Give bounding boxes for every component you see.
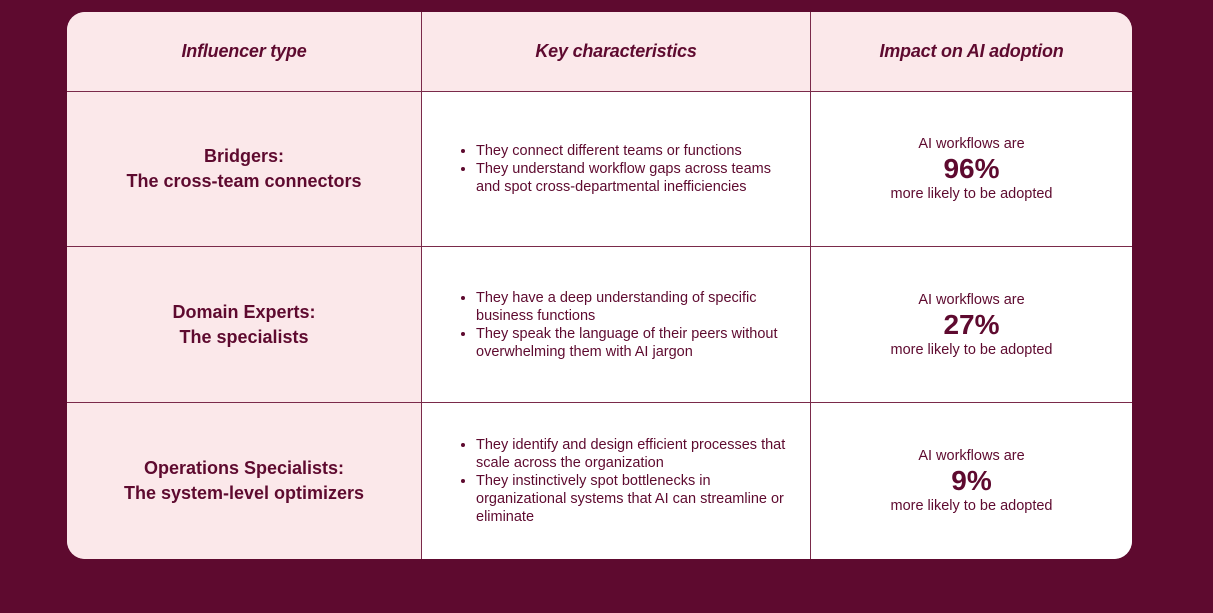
impact-suffix: more likely to be adopted (890, 186, 1053, 202)
characteristic-item: • They speak the language of their peers without overwhelming them with AI jargon (476, 325, 790, 361)
influencer-name: Domain Experts: (172, 301, 316, 322)
characteristic-item: • They connect different teams or functions (476, 142, 790, 160)
characteristics-list (454, 436, 790, 526)
characteristic-item: • They instinctively spot bottlenecks in organizational systems that AI can streamline or eliminate (476, 472, 790, 526)
impact-percentage: 9% (951, 465, 992, 496)
influencer-table-card (67, 12, 1132, 559)
impact-prefix: AI workflows are (918, 291, 1025, 308)
row-2-impact (811, 247, 1132, 403)
row-3-impact (811, 403, 1132, 559)
row-1-influencer-type (67, 92, 422, 247)
row-1-impact (811, 92, 1132, 247)
characteristics-list (454, 289, 790, 361)
header-influencer-type (67, 12, 422, 92)
characteristics-list (454, 142, 790, 196)
influencer-description: The cross-team connectors (126, 171, 362, 191)
influencer-name: Operations Specialists: (143, 458, 345, 478)
impact-suffix: more likely to be adopted (890, 498, 1053, 514)
characteristic-item: • They identify and design efficient processes that scale across the organization (476, 436, 790, 472)
characteristic-item: • They understand workflow gaps across teams and spot cross-departmental inefficiencies (476, 160, 790, 196)
influencer-table (67, 12, 1132, 559)
influencer-description: The system-level optimizers (123, 483, 365, 503)
header-impact (811, 12, 1132, 92)
impact-suffix: more likely to be adopted (890, 341, 1053, 358)
characteristic-item: • They have a deep understanding of specific business functions (476, 289, 790, 325)
row-2-influencer-type (67, 247, 422, 403)
impact-percentage: 96% (943, 153, 1000, 184)
row-3-characteristics (422, 403, 811, 559)
header-label: Key characteristics (535, 41, 697, 61)
header-label: Influencer type (181, 41, 307, 61)
impact-prefix: AI workflows are (918, 448, 1025, 464)
row-3-influencer-type (67, 403, 422, 559)
impact-prefix: AI workflows are (918, 136, 1025, 152)
influencer-name: Bridgers: (203, 146, 284, 166)
header-label: Impact on AI adoption (879, 41, 1064, 61)
influencer-description: The specialists (179, 326, 309, 347)
row-2-characteristics (422, 247, 811, 403)
header-key-characteristics (422, 12, 811, 92)
row-1-characteristics (422, 92, 811, 247)
impact-percentage: 27% (943, 308, 1000, 340)
